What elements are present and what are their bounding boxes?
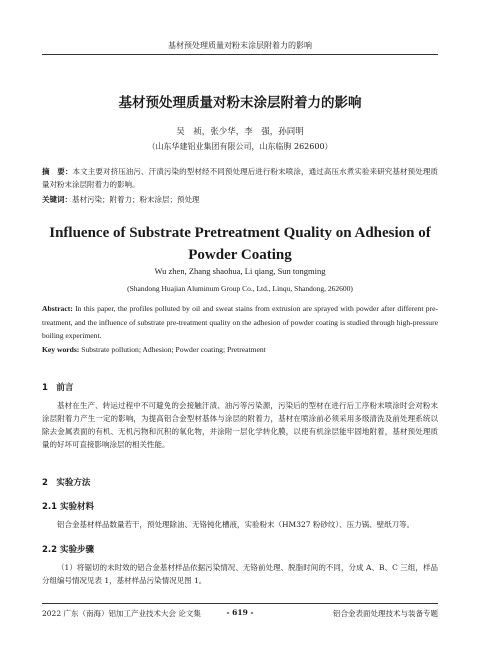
section-2-1-body: 铝合金基材样品数量若干，预处理除油、无铬钝化槽液，实验粉末（HM327 粉砂纹）、压力锅、壁纸刀等。 [57,520,415,529]
footer-topic: 铝合金表面处理技术与装备专题 [333,609,438,618]
chinese-title: 基材预处理质量对粉末涂层附着力的影响 [118,95,362,111]
chinese-authors: 吴 祯，张少华，李 强，孙同明 [176,127,304,137]
section-2-2-body: （1）将锯切的未时效的铝合金基材样品依据污染情况、无铬前处理、脱脂时间的不同，分成 A、B、C 三组，样品分组编号情况见表 1，基材样品污染情况见图 1。 [42,563,438,585]
page-number: - 619 - [226,608,254,617]
footer-rule [42,603,438,604]
english-abstract [42,302,438,343]
chinese-abstract-text: 本文主要对挤压油污、汗渍污染的型材经不同预处理后进行粉末喷涂，通过高压水煮实验来研究基材预处理质量对粉末涂层附着力的影响。 [42,167,439,189]
section-2-heading: 2 实验方法 [42,478,91,488]
chinese-abstract [42,165,438,191]
english-keywords-text: Substrate pollution; Adhesion; Powder coating; Pretreatment [79,345,266,354]
chinese-keywords [42,193,438,206]
chinese-keywords-label: 关键词： [42,195,72,204]
chinese-keywords-text: 基材污染；附着力；粉末涂层；预处理 [72,195,200,204]
english-affiliation: (Shandong Huajian Aluminum Group Co., Ltd., Linqu, Shandong, 262600) [127,284,353,293]
running-head: 基材预处理质量对粉末涂层附着力的影响 [168,41,312,50]
english-keywords-label: Key words: [42,345,80,354]
chinese-abstract-label: 摘 要： [42,167,73,176]
english-abstract-text: In this paper, the profiles polluted by oil and sweat stains from extrusion are sprayed with powder after different pre-treatment, and the influence of substrate pre-treatment quality on the adhesion of powder coating is studied through high-pressure boiling experiment. [42,304,438,340]
english-title [0,222,480,266]
footer-proceedings: 2022 广东（南海）铝加工产业技术大会 论文集 [42,609,201,618]
header-rule [42,54,438,55]
chinese-affiliation: （山东华建铝业集团有限公司，山东临朐 262600） [147,142,333,151]
english-title-line1: Influence of Substrate Pretreatment Quality on Adhesion of [49,225,431,241]
english-authors: Wu zhen, Zhang shaohua, Li qiang, Sun tongming [154,266,326,276]
section-1-body: 基材在生产、转运过程中不可避免的会接触汗渍、油污等污染源，污染后的型材在进行后工序粉末喷涂时会对粉末涂层附着力产生一定的影响，为提高铝合金型材基体与涂层的附着力，基材在喷涂前必须采用多级清洗及前处理系统以除去金属表面的有机、无机污物和沉积的氧化物，并涂附一层化学转化膜，以使有机涂层能牢固地附着，基材预处理质量的好坏可直接影响涂层的相关性能。 [42,401,438,449]
english-abstract-label: Abstract: [42,304,73,313]
section-2-1-heading: 2.1 实验材料 [42,502,95,512]
english-keywords [42,343,438,356]
english-title-line2: Powder Coating [188,247,292,263]
section-2-2-heading: 2.2 实验步骤 [42,545,95,555]
section-1-heading: 1 前言 [42,383,74,393]
